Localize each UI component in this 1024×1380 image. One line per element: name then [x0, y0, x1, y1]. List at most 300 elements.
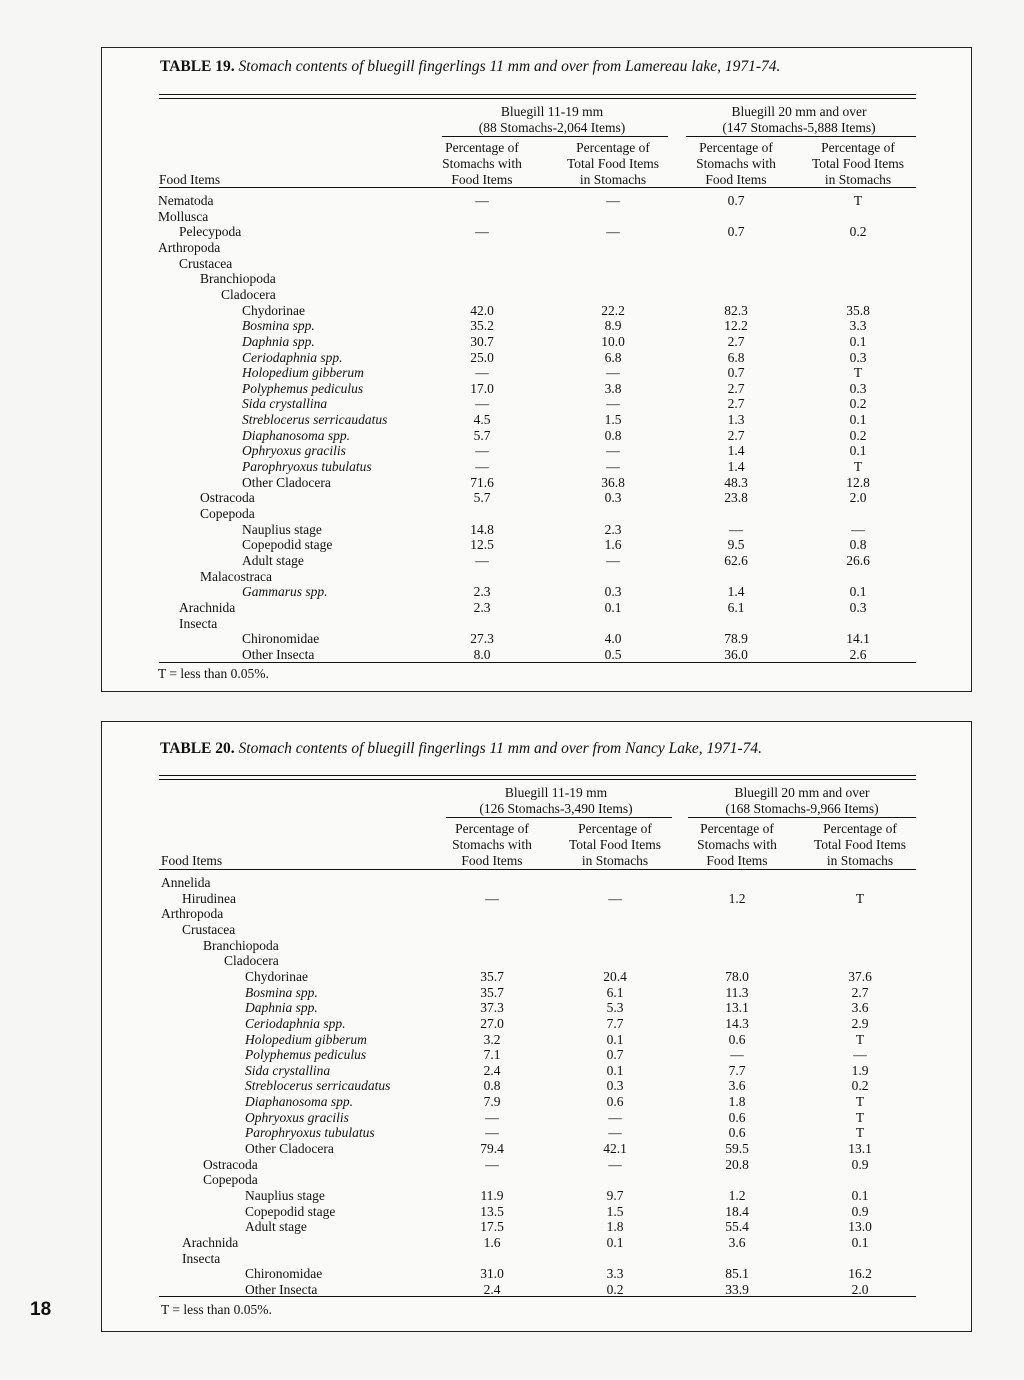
- table-cell: 6.8: [604, 349, 622, 365]
- table-row: [102, 875, 973, 891]
- table-cell: 0.2: [849, 224, 867, 240]
- table-cell: 0.3: [849, 380, 867, 396]
- table-row: [102, 396, 973, 412]
- group2-title: Bluegill 20 mm and over: [731, 104, 867, 119]
- food-item-label: Hirudinea: [182, 890, 236, 906]
- table-cell: 5.7: [473, 490, 491, 506]
- food-item-label: Branchiopoda: [200, 271, 276, 287]
- table-cell: —: [608, 890, 622, 906]
- header-bottom-rule: [159, 869, 916, 870]
- table-cell: 13.1: [725, 1000, 749, 1016]
- food-item-label: Annelida: [161, 875, 211, 890]
- table-bottom-rule: [159, 1296, 916, 1297]
- group1-subtitle: (126 Stomachs-3,490 Items): [479, 801, 633, 816]
- table-cell: 0.6: [728, 1125, 746, 1141]
- group1-title: Bluegill 11-19 mm: [504, 785, 608, 800]
- table-row: [102, 922, 973, 938]
- table-cell: 3.8: [604, 380, 622, 396]
- table-cell: —: [475, 459, 489, 475]
- col-header-total-2: Percentage of Total Food Items in Stomachs: [811, 140, 905, 187]
- table-cell: 31.0: [480, 1266, 504, 1282]
- table-cell: 30.7: [470, 333, 494, 349]
- table-cell: T: [855, 1125, 865, 1141]
- food-item-label: Daphnia spp.: [242, 333, 315, 349]
- header-top-rule: [159, 94, 916, 99]
- table-cell: 3.3: [606, 1266, 624, 1282]
- table-cell: 6.1: [606, 984, 624, 1000]
- table-bottom-rule: [159, 662, 916, 663]
- table-cell: 2.7: [851, 984, 869, 1000]
- group2-rule: [686, 136, 916, 137]
- table-row: [102, 256, 973, 272]
- food-item-label: Sida crystallina: [242, 396, 328, 412]
- table-cell: —: [485, 1156, 499, 1172]
- table-cell: 6.1: [727, 599, 745, 615]
- table-cell: 7.9: [483, 1094, 501, 1110]
- table-row: [102, 584, 973, 600]
- table-cell: 0.1: [849, 333, 867, 349]
- col-header-stomachs-2: Percentage of Stomachs with Food Items: [697, 821, 777, 868]
- table-cell: 1.8: [728, 1094, 746, 1110]
- food-item-label: Arachnida: [179, 599, 236, 615]
- table-cell: —: [608, 1125, 622, 1141]
- food-item-label: Other Cladocera: [245, 1141, 334, 1157]
- table-cell: 12.2: [724, 318, 748, 334]
- table-cell: 1.5: [606, 1203, 624, 1219]
- food-item-label: Chydorinae: [245, 968, 308, 984]
- food-item-label: Copepodid stage: [245, 1203, 336, 1219]
- table-cell: —: [485, 1109, 499, 1125]
- food-item-label: Mollusca: [158, 208, 209, 224]
- food-item-label: Ostracoda: [200, 490, 255, 506]
- table-row: [102, 193, 973, 209]
- table-cell: 20.4: [603, 968, 627, 984]
- group2-title: Bluegill 20 mm and over: [734, 785, 870, 800]
- food-item-label: Arthropoda: [161, 906, 224, 922]
- table-cell: 79.4: [480, 1141, 504, 1157]
- table-row: [102, 224, 973, 240]
- table-cell: 0.1: [606, 1062, 624, 1078]
- table-row: [102, 412, 973, 428]
- table-row: [102, 365, 973, 381]
- table-row: [102, 1094, 973, 1110]
- table-cell: —: [853, 1047, 867, 1063]
- table-row: [102, 334, 973, 350]
- table-cell: 0.6: [728, 1109, 746, 1125]
- table-caption: [160, 740, 762, 758]
- food-item-label: Chironomidae: [242, 631, 320, 647]
- table-cell: 35.7: [480, 984, 504, 1000]
- table-row: [102, 506, 973, 522]
- table-cell: 2.3: [473, 584, 491, 600]
- table-row: [102, 1110, 973, 1126]
- table-cell: 6.8: [727, 349, 745, 365]
- group2-subtitle: (147 Stomachs-5,888 Items): [722, 120, 876, 135]
- table-cell: 42.0: [470, 302, 494, 318]
- table-cell: 11.9: [480, 1188, 504, 1203]
- table-cell: 27.3: [470, 631, 494, 647]
- table-row: [102, 443, 973, 459]
- table-cell: 0.1: [606, 1031, 624, 1047]
- table-row: [102, 490, 973, 506]
- table-row: [102, 1157, 973, 1173]
- food-item-label: Parophryoxus tubulatus: [245, 1125, 375, 1141]
- table-cell: 78.9: [724, 631, 748, 647]
- table-cell: 4.0: [604, 631, 622, 647]
- table-cell: T: [853, 459, 863, 475]
- table-cell: 27.0: [480, 1015, 504, 1031]
- table-cell: 2.3: [604, 521, 622, 537]
- table-cell: 0.3: [604, 584, 622, 600]
- col-header-stomachs-1: Percentage of Stomachs with Food Items: [452, 821, 532, 868]
- table-cell: 12.8: [846, 474, 870, 490]
- table-row: [102, 953, 973, 969]
- table-row: [102, 1141, 973, 1157]
- table-footnote: T = less than 0.05%.: [161, 1302, 272, 1317]
- table-cell: 1.8: [606, 1219, 624, 1235]
- food-items-header: Food Items: [161, 853, 223, 868]
- table-row: [102, 1047, 973, 1063]
- food-item-label: Chydorinae: [242, 302, 305, 318]
- food-item-label: Other Insecta: [245, 1281, 318, 1297]
- table-cell: —: [606, 443, 620, 459]
- table-cell: 16.2: [848, 1266, 872, 1282]
- table-cell: 36.8: [601, 474, 625, 490]
- table-cell: 55.4: [725, 1219, 749, 1235]
- table-row: [102, 428, 973, 444]
- table-row: [102, 537, 973, 553]
- group1-title: Bluegill 11-19 mm: [500, 104, 604, 119]
- food-item-label: Holopedium gibberum: [242, 365, 364, 381]
- table-cell: 0.1: [604, 599, 622, 615]
- table-cell: 0.8: [483, 1078, 501, 1094]
- table-cell: 0.2: [849, 396, 867, 412]
- table-number: TABLE 20.: [160, 740, 235, 757]
- table-cell: 2.4: [483, 1062, 501, 1078]
- table-row: [102, 553, 973, 569]
- table-cell: 37.6: [848, 968, 872, 984]
- food-item-label: Adult stage: [245, 1219, 307, 1235]
- table-number: TABLE 19.: [160, 58, 235, 75]
- table-cell: 13.0: [848, 1219, 872, 1235]
- table-cell: 4.5: [473, 412, 491, 428]
- table-cell: 36.0: [724, 646, 748, 662]
- table-cell: 1.9: [851, 1062, 869, 1078]
- table-row: [102, 600, 973, 616]
- table-cell: —: [608, 1109, 622, 1125]
- header-top-rule: [159, 775, 916, 780]
- table-cell: 14.8: [470, 521, 494, 537]
- table-cell: 0.6: [606, 1094, 624, 1110]
- table-cell: 23.8: [724, 490, 748, 506]
- table-cell: 42.1: [603, 1141, 627, 1157]
- table-cell: 0.1: [849, 584, 867, 600]
- table-row: [102, 209, 973, 225]
- table-cell: 18.4: [725, 1203, 749, 1219]
- table-row: [102, 647, 973, 663]
- table-cell: —: [475, 552, 489, 568]
- table-cell: 14.3: [725, 1015, 749, 1031]
- food-item-label: Ophryoxus gracilis: [242, 443, 346, 459]
- food-item-label: Insecta: [179, 615, 218, 631]
- table-cell: —: [730, 1047, 744, 1063]
- table-row: [102, 381, 973, 397]
- food-item-label: Chironomidae: [245, 1266, 323, 1282]
- food-item-label: Ostracoda: [203, 1156, 258, 1172]
- table-cell: 3.6: [851, 1000, 869, 1016]
- table-cell: 20.8: [725, 1156, 749, 1172]
- food-item-label: Streblocerus serricaudatus: [245, 1078, 391, 1094]
- table-cell: 0.3: [606, 1078, 624, 1094]
- table-cell: —: [475, 224, 489, 240]
- table-cell: 37.3: [480, 1000, 504, 1016]
- food-item-label: Nauplius stage: [245, 1188, 325, 1203]
- table-cell: 0.5: [604, 646, 622, 662]
- table-row: [102, 631, 973, 647]
- table-row: [102, 938, 973, 954]
- table-cell: 0.7: [727, 224, 745, 240]
- table-cell: 5.7: [473, 427, 491, 443]
- table-caption: [160, 58, 780, 76]
- table-cell: T: [855, 1031, 865, 1047]
- table-row: [102, 240, 973, 256]
- group1-rule: [442, 136, 668, 137]
- table-cell: 17.5: [480, 1219, 504, 1235]
- table-cell: —: [606, 396, 620, 412]
- table-row: [102, 350, 973, 366]
- table-cell: 35.7: [480, 968, 504, 984]
- group2-subtitle: (168 Stomachs-9,966 Items): [725, 801, 879, 816]
- food-item-label: Diaphanosoma spp.: [245, 1094, 354, 1110]
- food-item-label: Polyphemus pediculus: [245, 1047, 367, 1063]
- table-cell: 8.9: [604, 318, 622, 334]
- table-cell: 11.3: [725, 984, 749, 1000]
- food-item-label: Cladocera: [224, 953, 279, 969]
- table-cell: 2.7: [727, 333, 745, 349]
- table-cell: 0.2: [606, 1281, 624, 1297]
- table-cell: 71.6: [470, 474, 494, 490]
- table-cell: 0.1: [606, 1234, 624, 1250]
- food-item-label: Diaphanosoma spp.: [242, 427, 351, 443]
- table-cell: 0.3: [849, 349, 867, 365]
- table-row: [102, 1251, 973, 1267]
- table-cell: 2.6: [849, 646, 867, 662]
- food-item-label: Bosmina spp.: [242, 318, 315, 334]
- table-row: [102, 1235, 973, 1251]
- table-cell: 33.9: [725, 1281, 749, 1297]
- table-cell: 0.1: [851, 1188, 869, 1203]
- table-cell: T: [853, 365, 863, 381]
- table-row: [102, 1125, 973, 1141]
- table-cell: 3.2: [483, 1031, 501, 1047]
- table-cell: —: [475, 365, 489, 381]
- page-number: 18: [30, 1299, 52, 1320]
- table-cell: T: [855, 1094, 865, 1110]
- food-items-header: Food Items: [159, 172, 221, 187]
- table-cell: 2.4: [483, 1281, 501, 1297]
- table-cell: 78.0: [725, 968, 749, 984]
- table-cell: 0.8: [604, 427, 622, 443]
- food-item-label: Nauplius stage: [242, 521, 322, 537]
- table-cell: 22.2: [601, 302, 625, 318]
- table-cell: 2.7: [727, 427, 745, 443]
- table-cell: 1.6: [483, 1234, 501, 1250]
- group2-rule: [688, 817, 916, 818]
- table-cell: —: [851, 521, 865, 537]
- table-row: [102, 616, 973, 632]
- table-cell: 35.2: [470, 318, 494, 334]
- table-cell: 5.3: [606, 1000, 624, 1016]
- food-item-label: Arthropoda: [158, 239, 221, 255]
- table-row: [102, 969, 973, 985]
- table-row: [102, 1063, 973, 1079]
- table-cell: 0.9: [851, 1156, 869, 1172]
- table-cell: 59.5: [725, 1141, 749, 1157]
- food-item-label: Polyphemus pediculus: [242, 380, 364, 396]
- table-19: [101, 47, 972, 692]
- food-item-label: Insecta: [182, 1250, 221, 1266]
- table-cell: 0.7: [727, 193, 745, 208]
- table-cell: 2.0: [851, 1281, 869, 1297]
- group1-subtitle: (88 Stomachs-2,064 Items): [478, 120, 626, 135]
- table-cell: 13.5: [480, 1203, 504, 1219]
- table-cell: 0.7: [727, 365, 745, 381]
- table-cell: 7.7: [606, 1015, 624, 1031]
- table-cell: 0.9: [851, 1203, 869, 1219]
- table-cell: 2.0: [849, 490, 867, 506]
- table-title: Stomach contents of bluegill fingerlings 11 mm and over from Nancy Lake, 1971-74.: [238, 740, 763, 757]
- food-item-label: Sida crystallina: [245, 1062, 331, 1078]
- table-cell: 26.6: [846, 552, 870, 568]
- table-row: [102, 1204, 973, 1220]
- food-item-label: Malacostraca: [200, 568, 272, 584]
- table-row: [102, 287, 973, 303]
- food-item-label: Other Insecta: [242, 646, 315, 662]
- table-row: [102, 891, 973, 907]
- table-cell: —: [606, 193, 620, 208]
- table-cell: —: [485, 890, 499, 906]
- table-cell: T: [853, 193, 863, 208]
- table-cell: T: [855, 890, 865, 906]
- food-item-label: Nematoda: [158, 193, 214, 208]
- table-cell: 2.3: [473, 599, 491, 615]
- table-cell: 8.0: [473, 646, 491, 662]
- food-item-label: Other Cladocera: [242, 474, 331, 490]
- food-item-label: Branchiopoda: [203, 937, 279, 953]
- table-cell: —: [485, 1125, 499, 1141]
- table-cell: 9.5: [727, 537, 745, 553]
- table-row: [102, 1000, 973, 1016]
- table-row: [102, 985, 973, 1001]
- table-cell: 17.0: [470, 380, 494, 396]
- table-cell: —: [606, 552, 620, 568]
- table-row: [102, 569, 973, 585]
- table-row: [102, 271, 973, 287]
- table-row: [102, 906, 973, 922]
- food-item-label: Ophryoxus gracilis: [245, 1109, 349, 1125]
- table-cell: 14.1: [846, 631, 870, 647]
- food-item-label: Bosmina spp.: [245, 984, 318, 1000]
- food-item-label: Copepodid stage: [242, 537, 333, 553]
- food-item-label: Ceriodaphnia spp.: [242, 349, 343, 365]
- table-cell: 0.3: [604, 490, 622, 506]
- food-item-label: Adult stage: [242, 552, 304, 568]
- table-cell: 1.2: [728, 1188, 746, 1203]
- table-cell: 2.9: [851, 1015, 869, 1031]
- table-cell: 10.0: [601, 333, 625, 349]
- food-item-label: Copepoda: [200, 506, 255, 521]
- table-cell: —: [606, 224, 620, 240]
- table-row: [102, 475, 973, 491]
- table-cell: 0.1: [849, 412, 867, 428]
- table-cell: —: [729, 521, 743, 537]
- group1-rule: [446, 817, 672, 818]
- table-cell: 0.6: [728, 1031, 746, 1047]
- food-item-label: Copepoda: [203, 1172, 258, 1188]
- food-item-label: Ceriodaphnia spp.: [245, 1015, 346, 1031]
- table-cell: 1.6: [604, 537, 622, 553]
- food-item-label: Parophryoxus tubulatus: [242, 459, 372, 475]
- table-row: [102, 318, 973, 334]
- table-cell: 3.6: [728, 1234, 746, 1250]
- food-item-label: Arachnida: [182, 1234, 239, 1250]
- table-cell: 0.1: [851, 1234, 869, 1250]
- table-cell: 13.1: [848, 1141, 872, 1157]
- food-item-label: Daphnia spp.: [245, 1000, 318, 1016]
- col-header-total-1: Percentage of Total Food Items in Stomachs: [568, 821, 662, 868]
- table-cell: 0.2: [851, 1078, 869, 1094]
- food-item-label: Cladocera: [221, 286, 276, 302]
- table-cell: 1.5: [604, 412, 622, 428]
- food-item-label: Pelecypoda: [179, 224, 242, 240]
- table-20: [101, 721, 972, 1332]
- table-cell: 48.3: [724, 474, 748, 490]
- table-row: [102, 522, 973, 538]
- table-cell: 2.7: [727, 380, 745, 396]
- header-bottom-rule: [159, 187, 916, 188]
- table-cell: 7.1: [483, 1047, 501, 1063]
- table-cell: 0.8: [849, 537, 867, 553]
- table-row: [102, 1032, 973, 1048]
- table-cell: 1.4: [727, 443, 745, 459]
- table-cell: 1.3: [727, 412, 745, 428]
- table-cell: 62.6: [724, 552, 748, 568]
- table-cell: —: [475, 443, 489, 459]
- table-cell: T: [855, 1109, 865, 1125]
- table-cell: 0.2: [849, 427, 867, 443]
- table-cell: 0.3: [849, 599, 867, 615]
- table-cell: 1.2: [728, 890, 746, 906]
- table-cell: 85.1: [725, 1266, 749, 1282]
- table-cell: 9.7: [606, 1188, 624, 1203]
- table-cell: 0.1: [849, 443, 867, 459]
- table-row: [102, 1016, 973, 1032]
- col-header-total-1: Percentage of Total Food Items in Stomachs: [566, 140, 660, 187]
- table-row: [102, 459, 973, 475]
- food-item-label: Holopedium gibberum: [245, 1031, 367, 1047]
- food-item-label: Gammarus spp.: [242, 584, 328, 600]
- table-cell: —: [608, 1156, 622, 1172]
- col-header-stomachs-1: Percentage of Stomachs with Food Items: [442, 140, 522, 187]
- table-cell: —: [606, 459, 620, 475]
- table-cell: 25.0: [470, 349, 494, 365]
- table-cell: 7.7: [728, 1062, 746, 1078]
- food-item-label: Crustacea: [182, 921, 236, 937]
- col-header-stomachs-2: Percentage of Stomachs with Food Items: [696, 140, 776, 187]
- table-cell: —: [606, 365, 620, 381]
- table-cell: 3.3: [849, 318, 867, 334]
- table-row: [102, 303, 973, 319]
